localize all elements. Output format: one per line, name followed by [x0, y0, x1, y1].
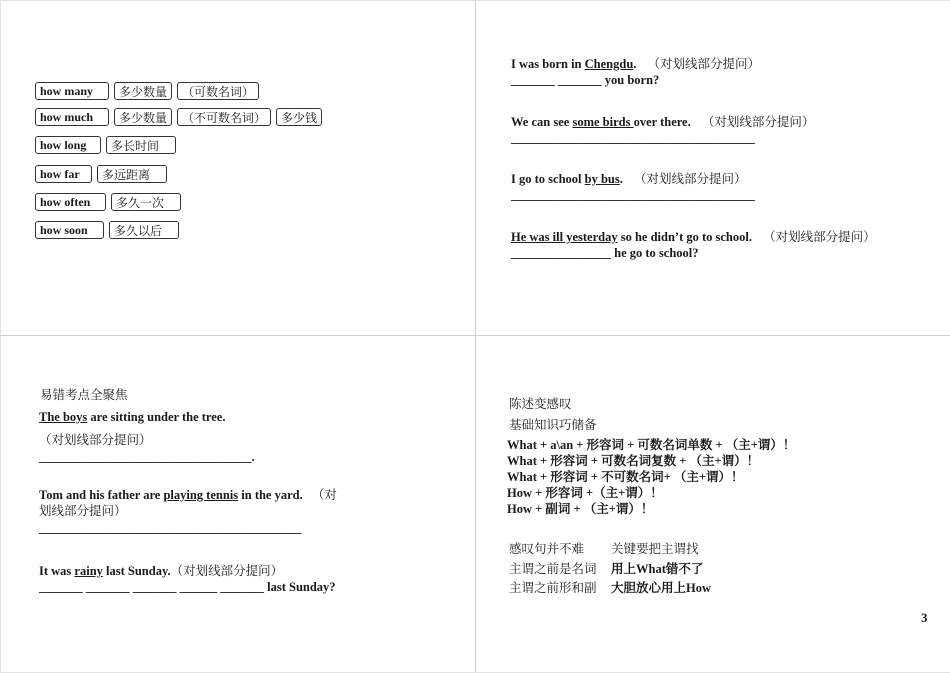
sentence-text: .	[619, 172, 623, 186]
note-box: （不可数名词）	[177, 108, 271, 126]
meaning-box: 多远距离	[97, 165, 167, 183]
grammar-rule: How + 副词 + （主+谓）！	[507, 502, 654, 516]
instruction-note: （对划线部分提问）	[701, 114, 815, 129]
grammar-rule: What + 形容词 + 不可数名词+ （主+谓）！	[507, 470, 744, 484]
rhyme-line-right: 大胆放心用上How	[611, 581, 712, 595]
phrase-box: how much	[35, 108, 109, 126]
grammar-rule: How + 形容词 +（主+谓）！	[507, 486, 663, 500]
exercise-sentence	[511, 227, 876, 245]
sentence-text: I was born in	[511, 57, 585, 71]
underlined-part: Chengdu	[584, 57, 634, 71]
answer-line: _______ _______ _______ ______ _______ last Sunday?	[39, 580, 336, 594]
instruction-note: （对划线部分提问）	[633, 171, 747, 186]
phrase-box: how long	[35, 136, 101, 154]
meaning-box: 多少数量	[114, 108, 172, 126]
meaning-box: 多久以后	[109, 221, 179, 239]
sentence-text: in the yard.	[238, 488, 303, 502]
sentence-text: over there.	[633, 115, 691, 129]
sentence-text: last Sunday.	[102, 564, 171, 578]
phrase-row	[35, 220, 184, 240]
exercise-sentence	[511, 54, 760, 72]
rhyme-line-right: 用上What错不了	[611, 562, 704, 576]
exercise-sentence	[39, 410, 225, 425]
section-title: 陈述变感叹	[509, 396, 572, 411]
rhyme-line-left: 主谓之前是名词	[509, 561, 597, 576]
horizontal-divider	[0, 335, 950, 336]
underlined-part: rainy	[74, 564, 103, 578]
sentence-text: Tom and his father are	[39, 488, 164, 502]
answer-line: _______ _______ you born?	[511, 73, 660, 87]
sentence-text: It was	[39, 564, 75, 578]
exercise-sentence	[511, 112, 814, 130]
underlined-part: The boys	[39, 410, 88, 424]
phrase-row	[35, 192, 186, 212]
meaning-box: 多少钱	[276, 108, 322, 126]
underlined-part: by bus	[584, 172, 620, 186]
phrase-row	[35, 135, 181, 155]
instruction-note: 划线部分提问）	[39, 503, 127, 518]
phrase-row	[35, 81, 264, 101]
sentence-text: We can see	[511, 115, 573, 129]
answer-line: __________________________________.	[39, 450, 255, 464]
section-subtitle: 基础知识巧储备	[509, 417, 597, 432]
answer-line: ________________ he go to school?	[511, 246, 699, 260]
section-title: 易错考点全聚焦	[40, 387, 128, 402]
answer-line: _______________________________________	[511, 131, 755, 145]
note-box: （可数名词）	[177, 82, 259, 100]
rhyme-line-right: 关键要把主谓找	[611, 541, 699, 556]
phrase-row	[35, 107, 327, 127]
sentence-text: .	[633, 57, 637, 71]
phrase-box: how far	[35, 165, 92, 183]
phrase-row	[35, 164, 172, 184]
instruction-note: （对划线部分提问）	[647, 56, 761, 71]
underlined-part: playing tennis	[163, 488, 239, 502]
phrase-box: how soon	[35, 221, 104, 239]
instruction-note: （对划线部分提问）	[763, 229, 876, 244]
underlined-part: He was ill yesterday	[511, 230, 618, 244]
rhyme-line-left: 感叹句并不难	[509, 541, 585, 556]
exercise-sentence	[511, 169, 747, 187]
phrase-box: how many	[35, 82, 109, 100]
rhyme-line-left: 主谓之前形和副	[509, 580, 597, 595]
underlined-part: some birds	[572, 115, 634, 129]
grammar-rule: What + a\an + 形容词 + 可数名词单数 + （主+谓）！	[507, 438, 796, 452]
vertical-divider	[475, 0, 476, 672]
exercise-sentence	[39, 561, 283, 579]
meaning-box: 多久一次	[111, 193, 181, 211]
sentence-text: I go to school	[511, 172, 585, 186]
instruction-note: （对划线部分提问）	[170, 563, 284, 578]
sentence-text: are sitting under the tree.	[87, 410, 226, 424]
sentence-text: so he didn’t go to school.	[617, 230, 752, 244]
phrase-box: how often	[35, 193, 106, 211]
instruction-note: （对划线部分提问）	[39, 432, 152, 447]
instruction-note: （对	[311, 487, 337, 502]
answer-line: _______________________________________	[511, 188, 755, 202]
answer-line: __________________________________________	[39, 521, 302, 535]
meaning-box: 多少数量	[114, 82, 172, 100]
page-number: 3	[921, 610, 928, 625]
grammar-rule: What + 形容词 + 可数名词复数 + （主+谓）！	[507, 454, 760, 468]
meaning-box: 多长时间	[106, 136, 176, 154]
